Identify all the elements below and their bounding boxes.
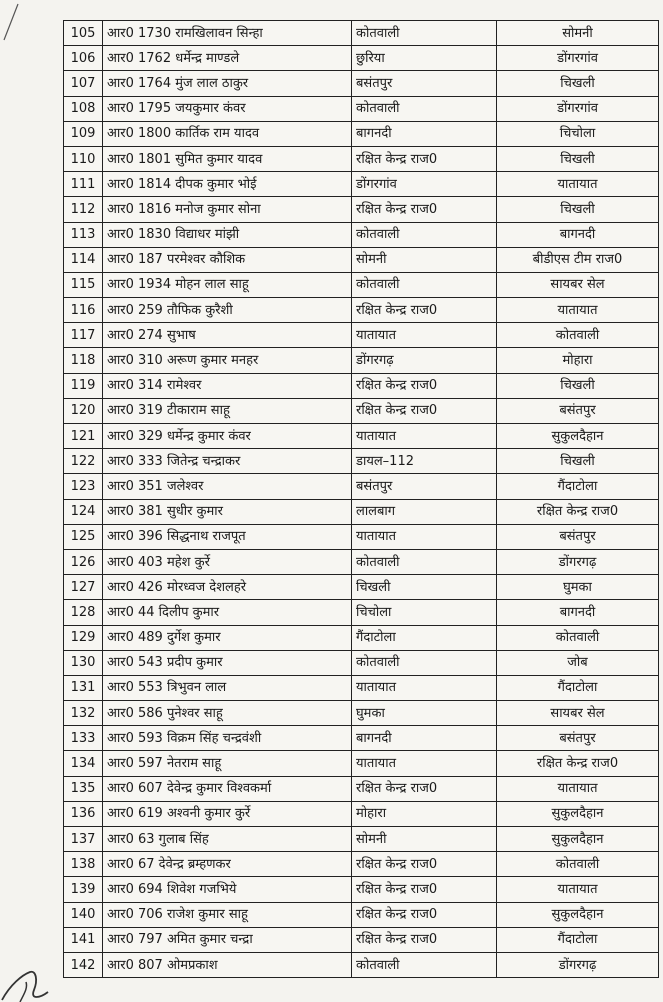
employee-name-cell: आर0 319 टीकाराम साहू [103, 398, 352, 423]
employee-name-cell: आर0 351 जलेश्वर [103, 474, 352, 499]
serial-number-cell: 115 [64, 272, 103, 297]
posted-to-cell: डोंगरगांव [497, 96, 659, 121]
serial-number-cell: 134 [64, 751, 103, 776]
serial-number-cell: 142 [64, 952, 103, 977]
table-row [64, 21, 659, 46]
table-row [64, 827, 659, 852]
posted-to-cell: यातायात [497, 776, 659, 801]
posted-to-cell: सायबर सेल [497, 701, 659, 726]
posted-from-cell: चिचोला [352, 600, 497, 625]
serial-number-cell: 116 [64, 298, 103, 323]
serial-number-cell: 136 [64, 801, 103, 826]
posted-to-cell: सुकुलदैहान [497, 801, 659, 826]
employee-name-cell: आर0 543 प्रदीप कुमार [103, 650, 352, 675]
posted-to-cell: सायबर सेल [497, 272, 659, 297]
table-row [64, 927, 659, 952]
serial-number-cell: 118 [64, 348, 103, 373]
employee-name-cell: आर0 187 परमेश्वर कौशिक [103, 247, 352, 272]
serial-number-cell: 127 [64, 575, 103, 600]
posted-to-cell: गैंदाटोला [497, 474, 659, 499]
serial-number-cell: 119 [64, 373, 103, 398]
posted-to-cell: चिखली [497, 197, 659, 222]
posted-from-cell: रक्षित केन्द्र राज0 [352, 852, 497, 877]
table-row [64, 726, 659, 751]
posted-to-cell: बीडीएस टीम राज0 [497, 247, 659, 272]
table-row [64, 172, 659, 197]
posted-from-cell: डोंगरगांव [352, 172, 497, 197]
employee-name-cell: आर0 259 तौफिक कुरैशी [103, 298, 352, 323]
serial-number-cell: 141 [64, 927, 103, 952]
posted-from-cell: डोंगरगढ़ [352, 348, 497, 373]
table-row [64, 877, 659, 902]
serial-number-cell: 130 [64, 650, 103, 675]
employee-name-cell: आर0 489 दुर्गेश कुमार [103, 625, 352, 650]
posted-to-cell: मोहारा [497, 348, 659, 373]
employee-name-cell: आर0 381 सुधीर कुमार [103, 499, 352, 524]
posted-from-cell: रक्षित केन्द्र राज0 [352, 298, 497, 323]
table-row [64, 549, 659, 574]
posted-to-cell: कोतवाली [497, 323, 659, 348]
posted-to-cell: चिचोला [497, 121, 659, 146]
table-row [64, 46, 659, 71]
posted-to-cell: गैंदाटोला [497, 927, 659, 952]
table-row [64, 348, 659, 373]
table-row [64, 801, 659, 826]
employee-name-cell: आर0 586 पुनेश्वर साहू [103, 701, 352, 726]
table-row [64, 298, 659, 323]
posted-to-cell: गैंदाटोला [497, 675, 659, 700]
posted-to-cell: बसंतपुर [497, 524, 659, 549]
posted-to-cell: बागनदी [497, 600, 659, 625]
posted-to-cell: चिखली [497, 146, 659, 171]
posted-from-cell: बागनदी [352, 726, 497, 751]
posted-from-cell: बसंतपुर [352, 71, 497, 96]
serial-number-cell: 126 [64, 549, 103, 574]
employee-name-cell: आर0 593 विक्रम सिंह चन्द्रवंशी [103, 726, 352, 751]
serial-number-cell: 107 [64, 71, 103, 96]
posted-from-cell: लालबाग [352, 499, 497, 524]
posted-from-cell: घुमका [352, 701, 497, 726]
posted-to-cell: चिखली [497, 449, 659, 474]
table-row [64, 902, 659, 927]
posted-from-cell: रक्षित केन्द्र राज0 [352, 877, 497, 902]
posted-from-cell: रक्षित केन्द्र राज0 [352, 927, 497, 952]
employee-name-cell: आर0 1801 सुमित कुमार यादव [103, 146, 352, 171]
serial-number-cell: 121 [64, 424, 103, 449]
posted-to-cell: सुकुलदैहान [497, 424, 659, 449]
table-row [64, 272, 659, 297]
table-body [64, 21, 659, 978]
serial-number-cell: 120 [64, 398, 103, 423]
serial-number-cell: 128 [64, 600, 103, 625]
employee-name-cell: आर0 274 सुभाष [103, 323, 352, 348]
serial-number-cell: 124 [64, 499, 103, 524]
serial-number-cell: 122 [64, 449, 103, 474]
table-row [64, 449, 659, 474]
posted-to-cell: बसंतपुर [497, 398, 659, 423]
handwritten-margin-mark [0, 0, 60, 1002]
posted-to-cell: सोमनी [497, 21, 659, 46]
serial-number-cell: 140 [64, 902, 103, 927]
posted-from-cell: गैंदाटोला [352, 625, 497, 650]
table-row [64, 222, 659, 247]
posted-from-cell: कोतवाली [352, 222, 497, 247]
posted-from-cell: यातायात [352, 424, 497, 449]
posted-from-cell: कोतवाली [352, 549, 497, 574]
employee-name-cell: आर0 706 राजेश कुमार साहू [103, 902, 352, 927]
transfer-list-table [63, 20, 659, 978]
table-row [64, 952, 659, 977]
table-row [64, 197, 659, 222]
posted-to-cell: घुमका [497, 575, 659, 600]
employee-name-cell: आर0 314 रामेश्वर [103, 373, 352, 398]
posted-to-cell: रक्षित केन्द्र राज0 [497, 751, 659, 776]
employee-name-cell: आर0 1830 विद्याधर मांझी [103, 222, 352, 247]
employee-name-cell: आर0 1762 धर्मेन्द्र माण्डले [103, 46, 352, 71]
posted-from-cell: यातायात [352, 323, 497, 348]
table-row [64, 71, 659, 96]
employee-name-cell: आर0 426 मोरध्वज देशलहरे [103, 575, 352, 600]
employee-name-cell: आर0 619 अश्वनी कुमार कुर्रे [103, 801, 352, 826]
table-row [64, 600, 659, 625]
employee-name-cell: आर0 597 नेतराम साहू [103, 751, 352, 776]
table-row [64, 474, 659, 499]
employee-name-cell: आर0 44 दिलीप कुमार [103, 600, 352, 625]
posted-to-cell: डोंगरगांव [497, 46, 659, 71]
employee-name-cell: आर0 403 महेश कुर्रे [103, 549, 352, 574]
table-row [64, 373, 659, 398]
posted-to-cell: डोंगरगढ़ [497, 952, 659, 977]
serial-number-cell: 112 [64, 197, 103, 222]
posted-from-cell: चिखली [352, 575, 497, 600]
serial-number-cell: 139 [64, 877, 103, 902]
employee-name-cell: आर0 1816 मनोज कुमार सोना [103, 197, 352, 222]
table-row [64, 776, 659, 801]
serial-number-cell: 131 [64, 675, 103, 700]
posted-from-cell: मोहारा [352, 801, 497, 826]
employee-name-cell: आर0 396 सिद्धनाथ राजपूत [103, 524, 352, 549]
serial-number-cell: 109 [64, 121, 103, 146]
employee-name-cell: आर0 607 देवेन्द्र कुमार विश्वकर्मा [103, 776, 352, 801]
serial-number-cell: 108 [64, 96, 103, 121]
serial-number-cell: 106 [64, 46, 103, 71]
serial-number-cell: 123 [64, 474, 103, 499]
posted-from-cell: यातायात [352, 751, 497, 776]
employee-name-cell: आर0 1934 मोहन लाल साहू [103, 272, 352, 297]
employee-name-cell: आर0 63 गुलाब सिंह [103, 827, 352, 852]
serial-number-cell: 111 [64, 172, 103, 197]
posted-to-cell: रक्षित केन्द्र राज0 [497, 499, 659, 524]
posted-from-cell: रक्षित केन्द्र राज0 [352, 197, 497, 222]
table-row [64, 675, 659, 700]
serial-number-cell: 132 [64, 701, 103, 726]
posted-to-cell: कोतवाली [497, 852, 659, 877]
employee-name-cell: आर0 694 शिवेश गजभिये [103, 877, 352, 902]
posted-from-cell: छुरिया [352, 46, 497, 71]
posted-from-cell: बसंतपुर [352, 474, 497, 499]
employee-name-cell: आर0 1800 कार्तिक राम यादव [103, 121, 352, 146]
table-row [64, 323, 659, 348]
serial-number-cell: 117 [64, 323, 103, 348]
posted-from-cell: कोतवाली [352, 952, 497, 977]
employee-name-cell: आर0 797 अमित कुमार चन्द्रा [103, 927, 352, 952]
serial-number-cell: 105 [64, 21, 103, 46]
employee-name-cell: आर0 67 देवेन्द्र ब्रम्हणकर [103, 852, 352, 877]
posted-to-cell: बसंतपुर [497, 726, 659, 751]
serial-number-cell: 113 [64, 222, 103, 247]
posted-from-cell: यातायात [352, 524, 497, 549]
serial-number-cell: 137 [64, 827, 103, 852]
posted-from-cell: रक्षित केन्द्र राज0 [352, 373, 497, 398]
posted-to-cell: यातायात [497, 298, 659, 323]
serial-number-cell: 138 [64, 852, 103, 877]
serial-number-cell: 110 [64, 146, 103, 171]
posted-to-cell: डोंगरगढ़ [497, 549, 659, 574]
employee-name-cell: आर0 553 त्रिभुवन लाल [103, 675, 352, 700]
posted-to-cell: यातायात [497, 877, 659, 902]
posted-to-cell: कोतवाली [497, 625, 659, 650]
posted-to-cell: यातायात [497, 172, 659, 197]
posted-from-cell: कोतवाली [352, 650, 497, 675]
table-row [64, 424, 659, 449]
table-row [64, 96, 659, 121]
posted-to-cell: बागनदी [497, 222, 659, 247]
employee-name-cell: आर0 333 जितेन्द्र चन्द्राकर [103, 449, 352, 474]
posted-from-cell: सोमनी [352, 827, 497, 852]
posted-from-cell: यातायात [352, 675, 497, 700]
table-row [64, 701, 659, 726]
posted-from-cell: डायल–112 [352, 449, 497, 474]
posted-from-cell: रक्षित केन्द्र राज0 [352, 902, 497, 927]
employee-name-cell: आर0 310 अरूण कुमार मनहर [103, 348, 352, 373]
serial-number-cell: 133 [64, 726, 103, 751]
posted-to-cell: चिखली [497, 373, 659, 398]
posted-from-cell: कोतवाली [352, 21, 497, 46]
table-row [64, 625, 659, 650]
serial-number-cell: 129 [64, 625, 103, 650]
table-row [64, 751, 659, 776]
employee-name-cell: आर0 1764 मुंज लाल ठाकुर [103, 71, 352, 96]
table-row [64, 524, 659, 549]
posted-to-cell: सुकुलदैहान [497, 902, 659, 927]
posted-to-cell: सुकुलदैहान [497, 827, 659, 852]
employee-name-cell: आर0 329 धर्मेन्द्र कुमार कंवर [103, 424, 352, 449]
posted-from-cell: रक्षित केन्द्र राज0 [352, 146, 497, 171]
posted-from-cell: कोतवाली [352, 96, 497, 121]
posted-from-cell: कोतवाली [352, 272, 497, 297]
posted-from-cell: रक्षित केन्द्र राज0 [352, 398, 497, 423]
table-row [64, 121, 659, 146]
table-row [64, 650, 659, 675]
table-row [64, 499, 659, 524]
table-row [64, 247, 659, 272]
table-row [64, 852, 659, 877]
employee-name-cell: आर0 1814 दीपक कुमार भोई [103, 172, 352, 197]
employee-name-cell: आर0 1795 जयकुमार कंवर [103, 96, 352, 121]
posted-to-cell: चिखली [497, 71, 659, 96]
posted-from-cell: रक्षित केन्द्र राज0 [352, 776, 497, 801]
table-row [64, 398, 659, 423]
employee-name-cell: आर0 807 ओमप्रकाश [103, 952, 352, 977]
employee-name-cell: आर0 1730 रामखिलावन सिन्हा [103, 21, 352, 46]
serial-number-cell: 135 [64, 776, 103, 801]
posted-to-cell: जोब [497, 650, 659, 675]
posted-from-cell: सोमनी [352, 247, 497, 272]
table-row [64, 575, 659, 600]
serial-number-cell: 125 [64, 524, 103, 549]
table-row [64, 146, 659, 171]
posted-from-cell: बागनदी [352, 121, 497, 146]
serial-number-cell: 114 [64, 247, 103, 272]
